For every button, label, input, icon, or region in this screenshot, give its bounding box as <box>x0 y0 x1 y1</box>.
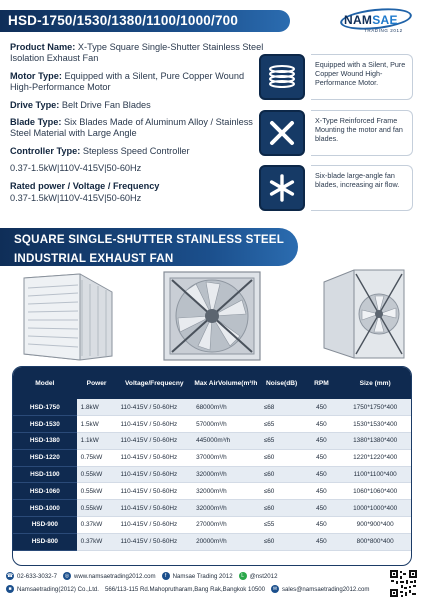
footer-facebook[interactable]: Namsae Trading 2012 <box>172 572 233 580</box>
cell-size: 800*800*400 <box>339 533 411 550</box>
cell-noise: ≤65 <box>260 416 304 433</box>
cell-rpm: 450 <box>304 533 340 550</box>
section-title-line2: INDUSTRIAL EXHAUST FAN <box>14 252 174 265</box>
cell-power: 1.8kW <box>77 399 117 416</box>
cell-voltage: 110-415V / 50-60Hz <box>116 416 192 433</box>
table-row <box>13 483 411 500</box>
feature-motor-text: Equipped with a Silent, Pure Copper Wound High-Performance Motor. <box>311 54 413 100</box>
fan-image-side-view <box>20 272 118 362</box>
fan-image-front-view <box>162 270 262 362</box>
cell-noise: ≤65 <box>260 433 304 450</box>
cell-model: HSD-1380 <box>13 433 77 450</box>
header-noise: Noise(dB) <box>260 367 304 399</box>
cell-model: HSD-1060 <box>13 483 77 500</box>
cell-model: HSD-1750 <box>13 399 77 416</box>
cell-size: 1060*1060*400 <box>339 483 411 500</box>
feature-frame <box>259 110 413 156</box>
cell-voltage: 110-415V / 50-60Hz <box>116 449 192 466</box>
cell-power: 1.1kW <box>77 433 117 450</box>
cell-airvolume: 20000m³/h <box>192 533 260 550</box>
cell-power: 0.75kW <box>77 449 117 466</box>
cell-model: HSD-1220 <box>13 449 77 466</box>
fan-image-rear-view <box>318 266 408 362</box>
cell-voltage: 110-415V / 50-60Hz <box>116 533 192 550</box>
header-rpm: RPM <box>304 367 340 399</box>
section-title-line1: SQUARE SINGLE-SHUTTER STAINLESS STEEL <box>14 233 284 246</box>
cell-size: 900*900*400 <box>339 517 411 534</box>
cell-voltage: 110-415V / 50-60Hz <box>116 433 192 450</box>
cell-airvolume: 68000m³/h <box>192 399 260 416</box>
table-row <box>13 466 411 483</box>
header-power: Power <box>77 367 117 399</box>
cell-airvolume: 37000m³/h <box>192 449 260 466</box>
cell-size: 1530*1530*400 <box>339 416 411 433</box>
spec-list <box>10 42 265 210</box>
logo-text: NAMSAE <box>344 13 398 27</box>
facebook-icon: f <box>162 572 170 580</box>
namsae-logo <box>340 6 414 36</box>
cell-noise: ≤60 <box>260 500 304 517</box>
feature-blades-text: Six-blade large-angle fan blades, increasing air flow. <box>311 165 413 211</box>
footer-phone[interactable]: 02-633-3032-7 <box>17 572 57 580</box>
spec-product-name: Product Name: X-Type Square Single-Shutter Stainless Steel Isolation Exhaust Fan <box>10 42 264 64</box>
table-row <box>13 533 411 550</box>
cell-power: 0.55kW <box>77 466 117 483</box>
feature-motor <box>259 54 413 100</box>
cell-power: 0.37kW <box>77 517 117 534</box>
coil-icon <box>259 54 305 100</box>
cell-airvolume: 32000m³/h <box>192 500 260 517</box>
cell-power: 0.37kW <box>77 533 117 550</box>
cell-size: 1100*1100*400 <box>339 466 411 483</box>
cell-power: 0.55kW <box>77 500 117 517</box>
cell-rpm: 450 <box>304 483 340 500</box>
spec-rated-power: Rated power / Voltage / Frequency 0.37-1.5kW|110V-415V|50-60Hz <box>10 181 265 205</box>
footer-address-row <box>6 585 370 593</box>
cell-airvolume: 57000m³/h <box>192 416 260 433</box>
spec-controller-type: Controller Type: Stepless Speed Controller 0.37-1.5kW|110V-415V|50-60Hz <box>10 146 265 175</box>
building-icon: ■ <box>6 585 14 593</box>
header-voltage: Voltage/Frequecny <box>116 367 192 399</box>
cell-noise: ≤68 <box>260 399 304 416</box>
cell-noise: ≤55 <box>260 517 304 534</box>
cell-voltage: 110-415V / 50-60Hz <box>116 483 192 500</box>
cell-airvolume: 32000m³/h <box>192 483 260 500</box>
title-banner <box>0 10 290 32</box>
cell-power: 1.5kW <box>77 416 117 433</box>
header-size: Size (mm) <box>339 367 411 399</box>
cell-size: 1750*1750*400 <box>339 399 411 416</box>
spec-table <box>12 366 412 566</box>
email-icon: ✉ <box>272 586 278 592</box>
cell-rpm: 450 <box>304 433 340 450</box>
cell-noise: ≤60 <box>260 466 304 483</box>
phone-icon: ☎ <box>6 573 14 579</box>
table-row <box>13 416 411 433</box>
cell-size: 1380*1380*400 <box>339 433 411 450</box>
cell-airvolume: 32000m³/h <box>192 466 260 483</box>
feature-blades <box>259 165 413 211</box>
spec-motor-type: Motor Type: Equipped with a Silent, Pure Copper Wound High-Performance Motor <box>10 70 245 93</box>
line-icon: L <box>239 572 247 580</box>
cell-noise: ≤60 <box>260 483 304 500</box>
page-title: HSD-1750/1530/1380/1100/1000/700 <box>8 13 239 28</box>
footer-company: Namsaetrading(2012) Co.,Ltd. <box>17 585 99 593</box>
cell-rpm: 450 <box>304 466 340 483</box>
table-row <box>13 433 411 450</box>
cell-noise: ≤60 <box>260 533 304 550</box>
table-row <box>13 449 411 466</box>
spec-blade-type: Blade Type: Six Blades Made of Aluminum Alloy / Stainless Steel Material with Large Angle <box>10 117 253 139</box>
cell-model: HSD-900 <box>13 517 77 534</box>
cell-rpm: 450 <box>304 500 340 517</box>
footer-contact-row <box>6 572 277 580</box>
x-frame-icon <box>259 110 305 156</box>
logo-subtext: TRADING 2012 <box>364 28 403 33</box>
cell-model: HSD-800 <box>13 533 77 550</box>
spec-drive-type: Drive Type: Belt Drive Fan Blades <box>10 99 151 110</box>
cell-voltage: 110-415V / 50-60Hz <box>116 466 192 483</box>
qr-code[interactable] <box>389 569 418 598</box>
cell-voltage: 110-415V / 50-60Hz <box>116 500 192 517</box>
cell-model: HSD-1530 <box>13 416 77 433</box>
table-row <box>13 500 411 517</box>
cell-noise: ≤60 <box>260 449 304 466</box>
cell-airvolume: 445000m³/h <box>192 433 260 450</box>
table-row <box>13 517 411 534</box>
cell-rpm: 450 <box>304 517 340 534</box>
cell-rpm: 450 <box>304 416 340 433</box>
footer <box>0 568 424 600</box>
section-title-banner <box>0 228 298 266</box>
table-row <box>13 399 411 416</box>
cell-model: HSD-1000 <box>13 500 77 517</box>
cell-rpm: 450 <box>304 449 340 466</box>
footer-website[interactable]: www.namsaetrading2012.com <box>73 572 156 580</box>
cell-size: 1220*1220*400 <box>339 449 411 466</box>
header-model: Model <box>13 367 77 399</box>
feature-frame-text: X-Type Reinforced Frame Mounting the motor and fan blades. <box>311 110 413 156</box>
footer-email[interactable]: sales@namsaetrading2012.com <box>282 585 370 593</box>
cell-size: 1000*1000*400 <box>339 500 411 517</box>
footer-line[interactable]: @nst2012 <box>249 572 278 580</box>
cell-voltage: 110-415V / 50-60Hz <box>116 517 192 534</box>
cell-voltage: 110-415V / 50-60Hz <box>116 399 192 416</box>
footer-address: 566/113-115 Rd.Mahoprutharam,Bang Rak,Bangkok 10500 <box>104 585 265 593</box>
rated-power-sub: 0.37-1.5kW|110V-415V|50-60Hz <box>10 193 142 204</box>
cell-airvolume: 27000m³/h <box>192 517 260 534</box>
globe-icon: ◎ <box>64 573 70 579</box>
table-header-row <box>13 367 411 399</box>
six-blade-icon <box>259 165 305 211</box>
controller-sub: 0.37-1.5kW|110V-415V|50-60Hz <box>10 163 142 174</box>
cell-model: HSD-1100 <box>13 466 77 483</box>
cell-rpm: 450 <box>304 399 340 416</box>
cell-power: 0.55kW <box>77 483 117 500</box>
header-airvolume: Max AirVolume(m³/h <box>192 367 260 399</box>
